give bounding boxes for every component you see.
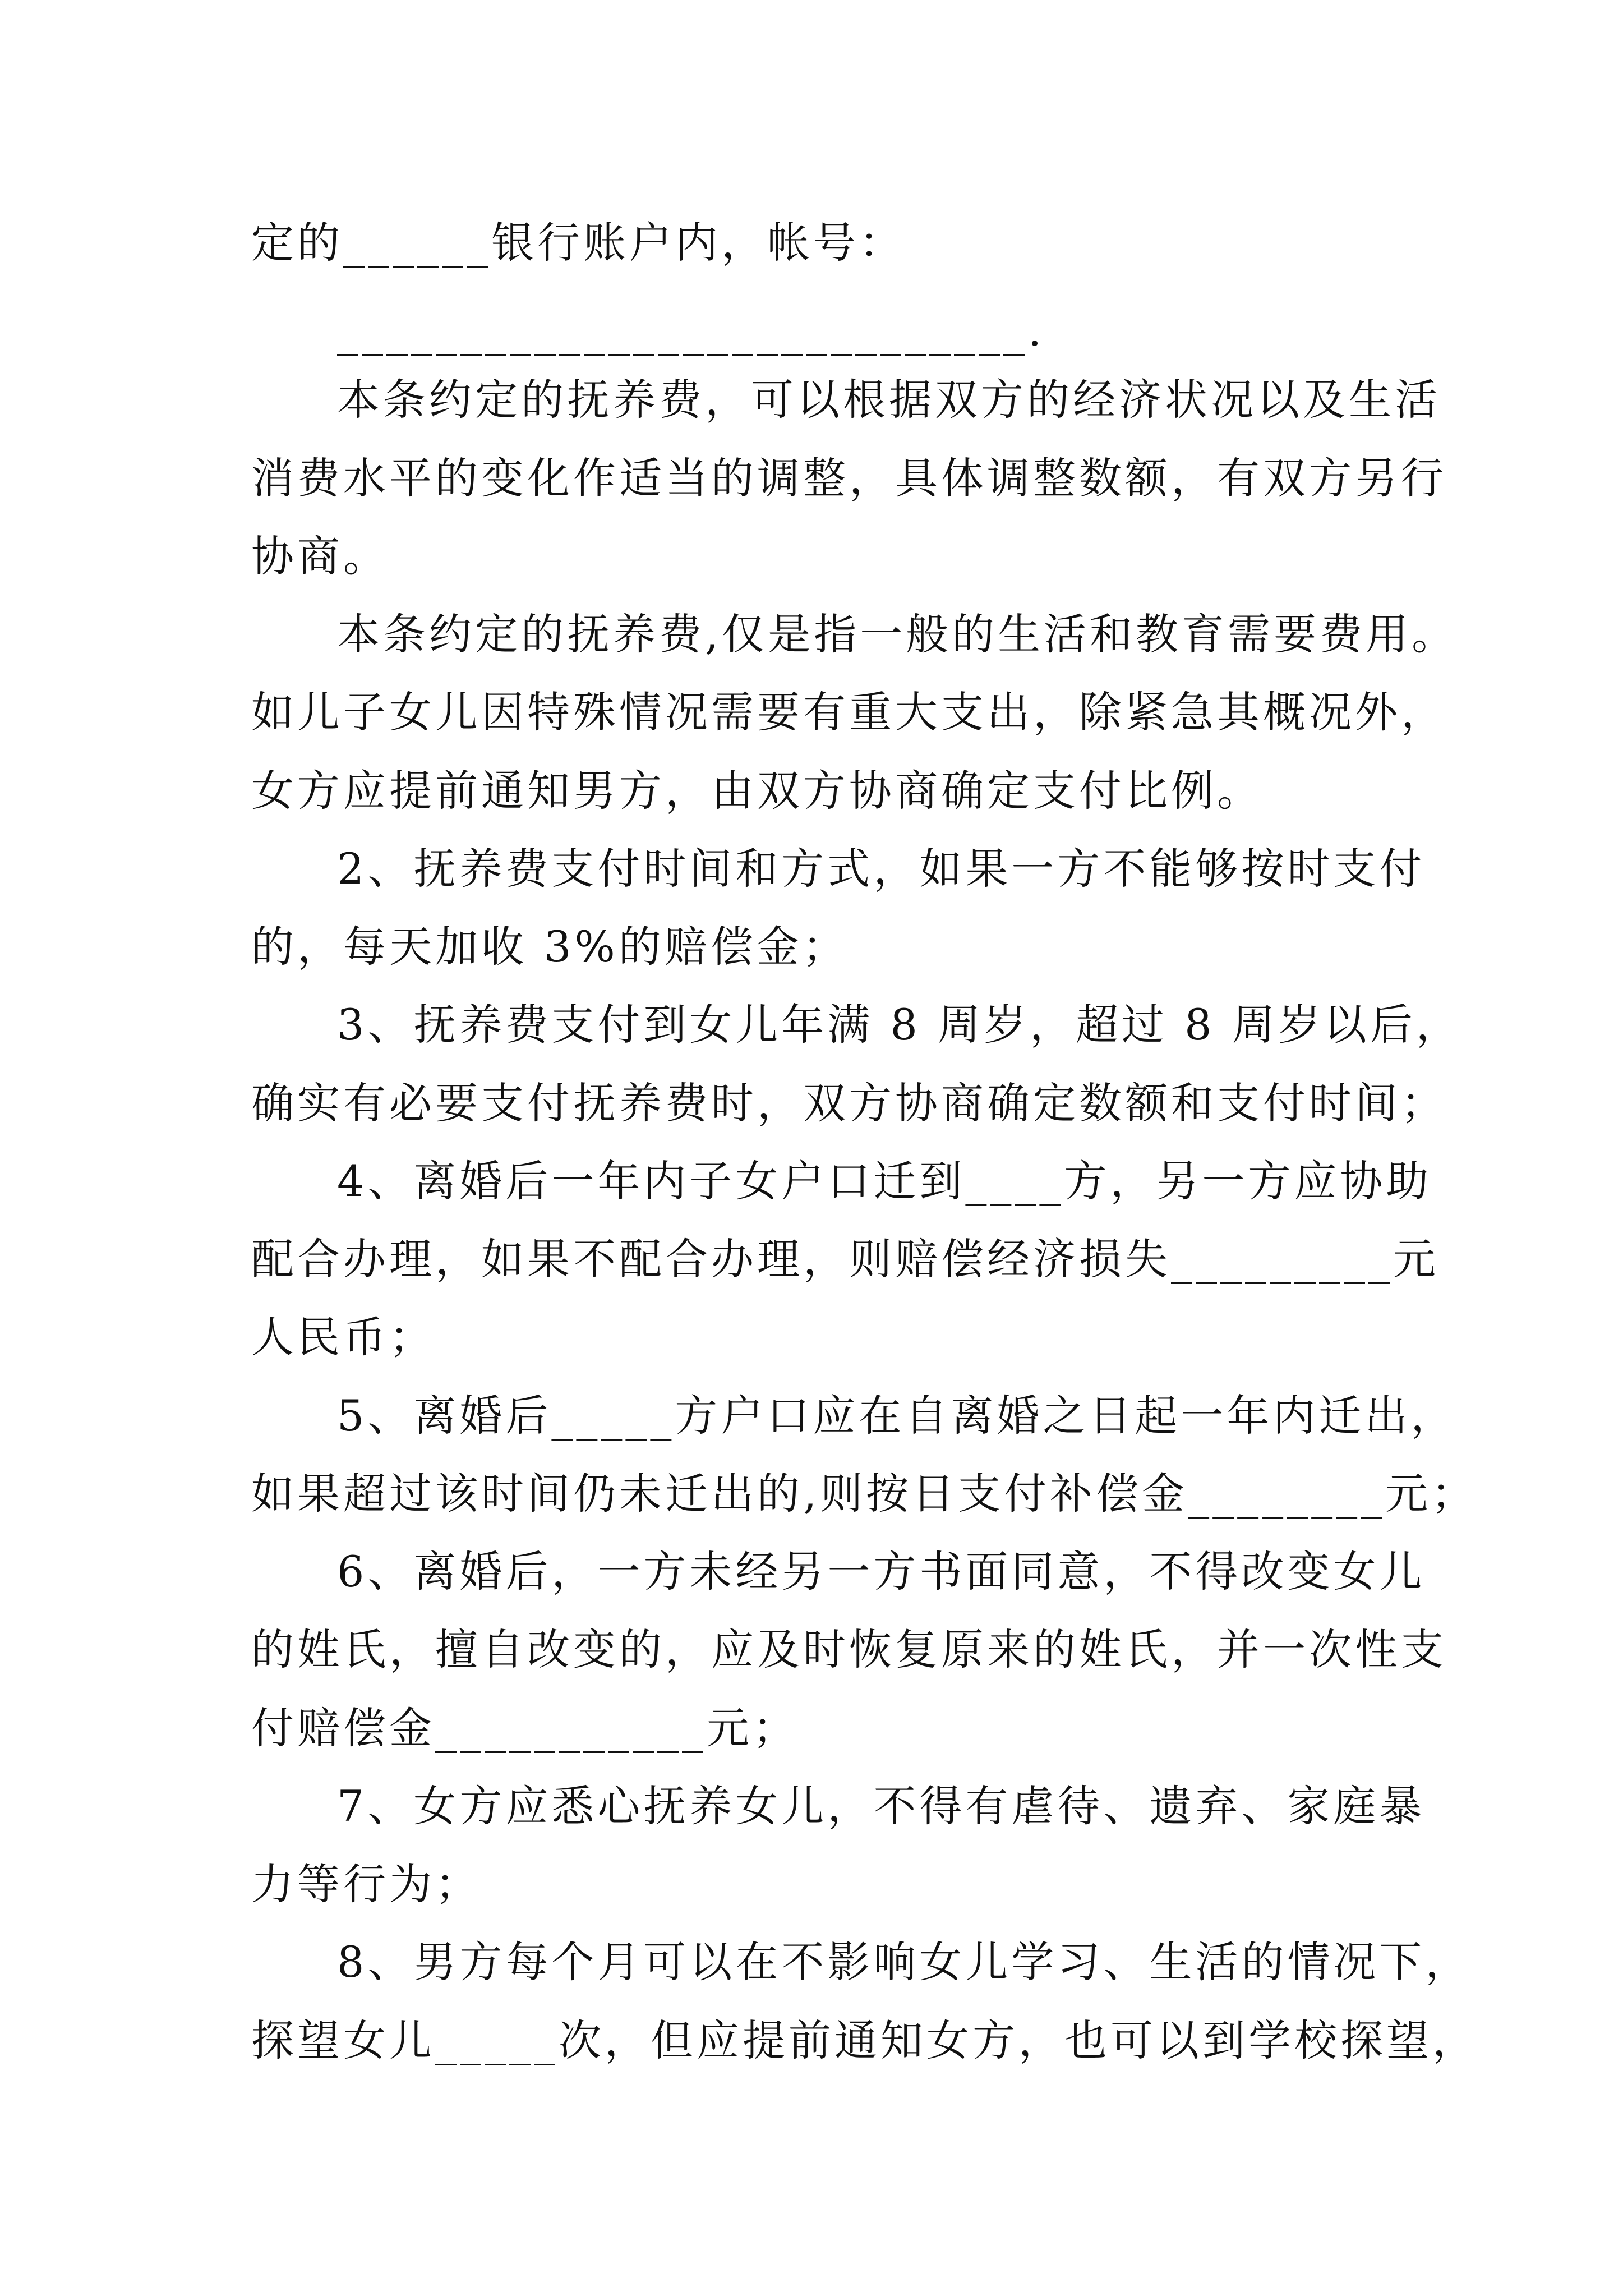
text-line-10: 的，每天加收 3%的赔偿金； [251,922,849,972]
text-line-21: 7、女方应悉心抚养女儿，不得有虐待、遗弃、家庭暴 [337,1781,1426,1831]
text-line-5: 协商。 [251,531,389,581]
text-line-3: 本条约定的抚养费，可以根据双方的经济状况以及生活 [337,375,1441,425]
text-line-7: 如儿子女儿因特殊情况需要有重大支出，除紧急其概况外， [251,687,1447,737]
text-line-22: 力等行为； [251,1859,481,1909]
text-line-1: 定的______银行账户内，帐号： [251,218,905,268]
text-line-24: 探望女儿_____次，但应提前通知女方，也可以到学校探望， [251,2016,1478,2065]
text-line-14: 配合办理，如果不配合办理，则赔偿经济损失_________元 [251,1234,1439,1284]
text-line-6: 本条约定的抚养费,仅是指一般的生活和教育需要费用。 [337,609,1458,659]
text-line-2: ____________________________. [337,306,1045,356]
text-line-18: 6、离婚后，一方未经另一方书面同意，不得改变女儿 [337,1547,1426,1596]
text-line-4: 消费水平的变化作适当的调整，具体调整数额，有双方另行 [251,453,1447,503]
text-line-8: 女方应提前通知男方，由双方协商确定支付比例。 [251,766,1263,816]
text-line-9: 2、抚养费支付时间和方式，如果一方不能够按时支付 [337,844,1426,894]
text-line-11: 3、抚养费支付到女儿年满 8 周岁，超过 8 周岁以后， [337,1000,1462,1050]
text-line-15: 人民币； [251,1312,435,1362]
text-line-12: 确实有必要支付抚养费时，双方协商确定数额和支付时间； [251,1078,1447,1128]
text-line-19: 的姓氏，擅自改变的，应及时恢复原来的姓氏，并一次性支 [251,1625,1447,1674]
text-line-23: 8、男方每个月可以在不影响女儿学习、生活的情况下， [337,1937,1472,1987]
text-line-16: 5、离婚后_____方户口应在自离婚之日起一年内迁出， [337,1391,1457,1441]
text-line-20: 付赔偿金___________元； [251,1703,799,1753]
text-line-13: 4、离婚后一年内子女户口迁到____方，另一方应协助 [337,1156,1432,1206]
text-line-17: 如果超过该时间仍未迁出的,则按日支付补偿金________元； [251,1469,1478,1519]
